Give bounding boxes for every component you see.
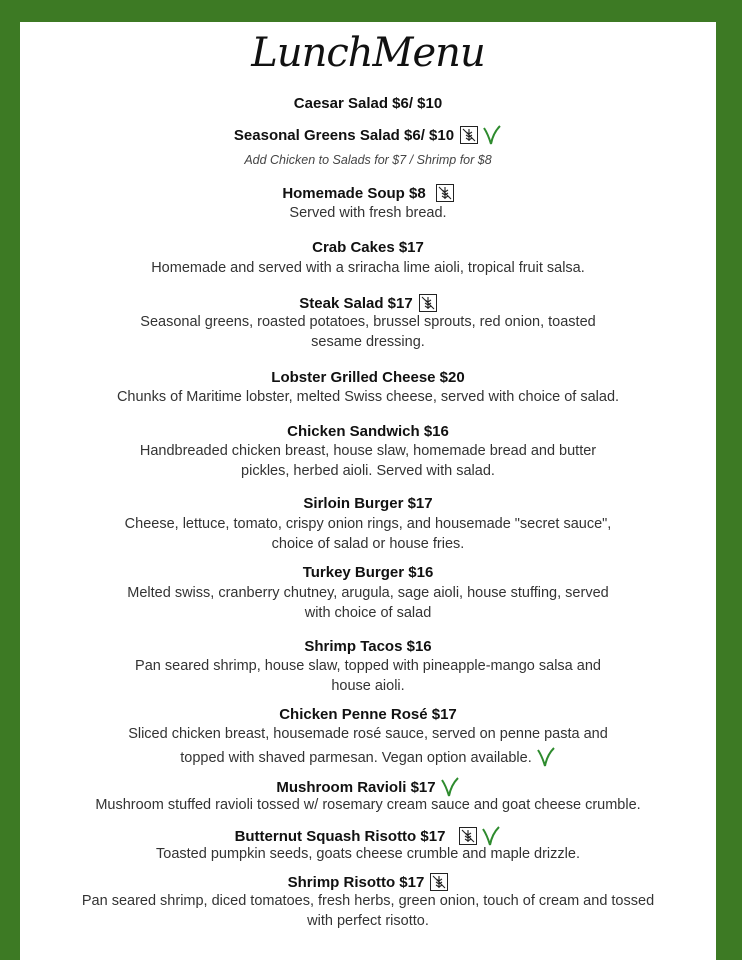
vegan-icon bbox=[536, 746, 556, 772]
item-homemade-soup-line bbox=[20, 184, 716, 202]
gluten-free-icon bbox=[460, 126, 478, 144]
item-mushroom-ravioli-desc: Mushroom stuffed ravioli tossed w/ rosemary cream sauce and goat cheese crumble. bbox=[95, 797, 641, 813]
gluten-free-icon bbox=[419, 294, 437, 312]
item-turkey-burger-desc-1: Melted swiss, cranberry chutney, arugula, sage aioli, house stuffing, served bbox=[127, 585, 609, 601]
item-steak-salad-line bbox=[20, 294, 716, 312]
item-turkey-burger-name: Turkey Burger $16 bbox=[302, 564, 434, 581]
item-steak-salad-name: Steak Salad $17 bbox=[299, 295, 413, 312]
item-steak-salad-desc-1: Seasonal greens, roasted potatoes, brussel sprouts, red onion, toasted bbox=[140, 314, 596, 330]
item-shrimp-risotto-desc-1: Pan seared shrimp, diced tomatoes, fresh herbs, green onion, touch of cream and tossed bbox=[81, 893, 655, 909]
item-butternut-squash-risotto-desc: Toasted pumpkin seeds, goats cheese crumble and maple drizzle. bbox=[156, 846, 580, 862]
gluten-free-icon bbox=[459, 827, 477, 845]
item-sirloin-burger-name: Sirloin Burger $17 bbox=[303, 495, 433, 512]
item-chicken-penne-rose-desc-2: topped with shaved parmesan. Vegan option available. bbox=[180, 750, 532, 766]
menu-title: LunchMenu bbox=[251, 30, 485, 76]
item-seasonal-greens-line bbox=[20, 124, 716, 150]
item-turkey-burger-desc-2: with choice of salad bbox=[304, 605, 432, 621]
item-crab-cakes-desc: Homemade and served with a sriracha lime aioli, tropical fruit salsa. bbox=[151, 260, 585, 276]
item-shrimp-risotto-desc-2: with perfect risotto. bbox=[307, 913, 429, 929]
item-crab-cakes-name: Crab Cakes $17 bbox=[312, 239, 424, 256]
item-chicken-penne-rose-name: Chicken Penne Rosé $17 bbox=[279, 706, 457, 723]
vegan-icon bbox=[482, 124, 502, 150]
item-sirloin-burger-desc-2: choice of salad or house fries. bbox=[271, 536, 465, 552]
gluten-free-icon bbox=[430, 873, 448, 891]
item-lobster-grilled-cheese-name: Lobster Grilled Cheese $20 bbox=[271, 369, 465, 386]
gluten-free-icon bbox=[436, 184, 454, 202]
item-chicken-penne-rose-line-2 bbox=[20, 746, 716, 772]
item-mushroom-ravioli-name: Mushroom Ravioli $17 bbox=[276, 779, 436, 796]
item-shrimp-risotto-line bbox=[20, 873, 716, 891]
item-caesar-salad-name: Caesar Salad $6/ $10 bbox=[293, 95, 443, 112]
item-shrimp-tacos-desc-2: house aioli. bbox=[331, 678, 405, 694]
item-chicken-sandwich-desc-1: Handbreaded chicken breast, house slaw, homemade bread and butter bbox=[139, 443, 597, 459]
item-shrimp-tacos-desc-1: Pan seared shrimp, house slaw, topped with pineapple-mango salsa and bbox=[135, 658, 601, 674]
item-chicken-sandwich-desc-2: pickles, herbed aioli. Served with salad. bbox=[241, 463, 495, 479]
item-seasonal-greens-name: Seasonal Greens Salad $6/ $10 bbox=[233, 127, 455, 144]
menu-page bbox=[20, 22, 716, 960]
salad-add-on-note: Add Chicken to Salads for $7 / Shrimp for $8 bbox=[244, 153, 492, 167]
item-homemade-soup-desc: Served with fresh bread. bbox=[289, 205, 447, 221]
item-sirloin-burger-desc-1: Cheese, lettuce, tomato, crispy onion rings, and housemade "secret sauce", bbox=[124, 516, 612, 532]
item-chicken-penne-rose-desc-1: Sliced chicken breast, housemade rosé sauce, served on penne pasta and bbox=[128, 726, 608, 742]
item-shrimp-tacos-name: Shrimp Tacos $16 bbox=[304, 638, 432, 655]
item-shrimp-risotto-name: Shrimp Risotto $17 bbox=[287, 874, 425, 891]
item-lobster-grilled-cheese-desc: Chunks of Maritime lobster, melted Swiss cheese, served with choice of salad. bbox=[116, 389, 620, 405]
item-chicken-sandwich-name: Chicken Sandwich $16 bbox=[287, 423, 449, 440]
item-steak-salad-desc-2: sesame dressing. bbox=[311, 334, 425, 350]
item-homemade-soup-name: Homemade Soup $8 bbox=[282, 185, 426, 202]
item-butternut-squash-risotto-name: Butternut Squash Risotto $17 bbox=[234, 828, 446, 845]
